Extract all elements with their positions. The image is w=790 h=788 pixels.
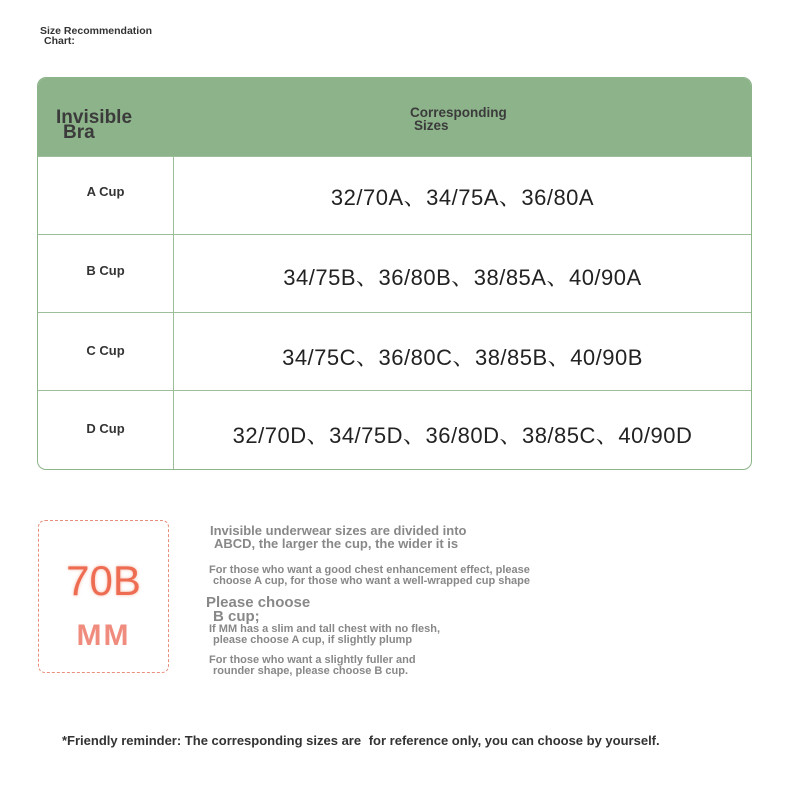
cup-label: A Cup <box>86 184 125 199</box>
table-row <box>38 156 751 235</box>
table-row <box>38 234 751 313</box>
header-corresponding-sizes: Corresponding Sizes <box>410 105 507 133</box>
size-table <box>37 77 752 470</box>
friendly-reminder: *Friendly reminder: The corresponding sizes are for reference only, you can choose by yourself. <box>62 733 660 748</box>
recommended-size: 70B <box>66 557 141 604</box>
recommended-size-badge <box>38 520 169 673</box>
description-choose-b: Please choose B cup; <box>206 594 311 625</box>
header-invisible-bra: Invisible Bra <box>56 107 133 143</box>
cup-label: C Cup <box>86 343 125 358</box>
size-list: 34/75B、36/80B、38/85A、40/90A <box>283 265 642 290</box>
chart-title <box>40 26 200 46</box>
description-fuller-shape: For those who want a slightly fuller and rounder shape, please choose B cup. <box>209 654 416 677</box>
chart-title-line2: Chart: <box>44 35 75 47</box>
recommended-unit: MM <box>76 619 131 652</box>
cup-label: B Cup <box>86 263 125 278</box>
size-list: 34/75C、36/80C、38/85B、40/90B <box>282 345 643 370</box>
cup-label: D Cup <box>86 421 125 436</box>
size-list: 32/70D、34/75D、36/80D、38/85C、40/90D <box>232 423 693 448</box>
chart-title-line1: Size Recommendation <box>40 25 153 37</box>
table-row <box>38 390 751 470</box>
description-cup-division: Invisible underwear sizes are divided into ABCD, the larger the cup, the wider it is <box>210 523 467 551</box>
size-list: 32/70A、34/75A、36/80A <box>330 185 595 210</box>
table-header <box>38 78 751 156</box>
description-enhancement: For those who want a good chest enhancement effect, please choose A cup, for those who want a well-wrapped cup shape <box>209 564 531 587</box>
description-slim-chest: If MM has a slim and tall chest with no flesh, please choose A cup, if slightly plump <box>209 623 441 646</box>
table-row <box>38 312 751 391</box>
